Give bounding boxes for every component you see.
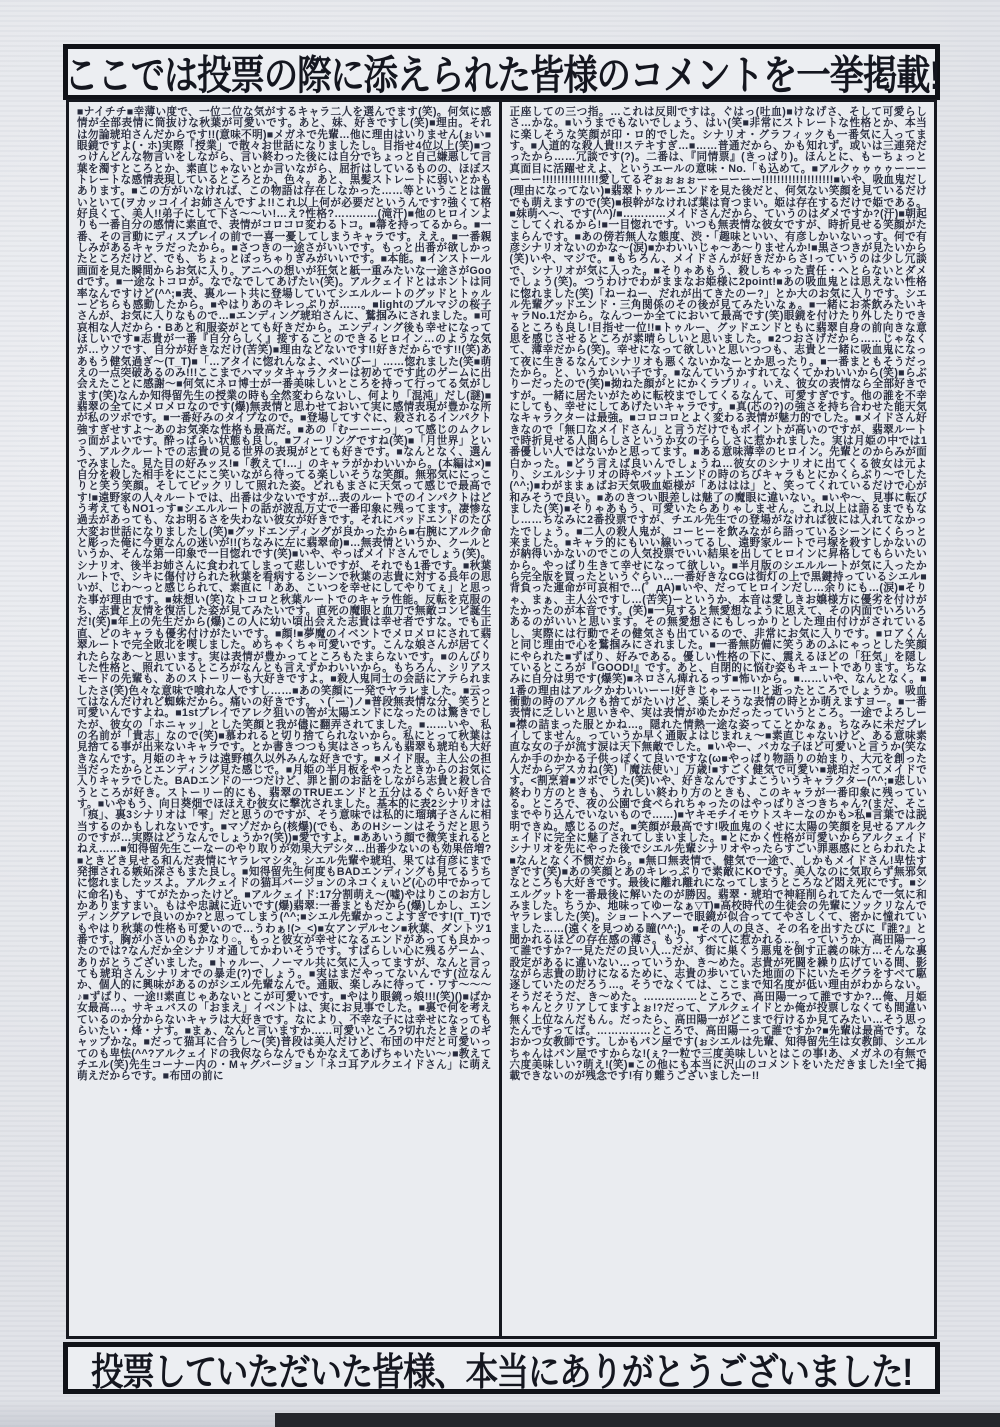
footer-banner — [63, 1342, 940, 1394]
header-banner — [63, 44, 940, 100]
scan-edge — [275, 1413, 1000, 1427]
comments-right-column: 正座しての三つ指。…これは反則ですは。ぐはっ(吐血)■けなげさ、そして可愛らしさ…かな。■いうまでもないでしょう、はい(笑■非常にストレートな性格とか、本当に楽しそうな笑顔が印・ロ的でした。シナリオ・グラフィックも一番気に入ってます。■人道的な殺人貴!!ステキすぎ…■……普通だから、かも知れず。或いは三連発だったから……冗談です(?)。二番は、『同情票』(きっぱり)。ほんとに、もーちょっと真面目に活躍せえよ、というエールの意味・No.「も込めて。■アルクゥゥゥゥーーーーーー!!!!!!!!!!!!!!!愛してるぞぉぉぉぉーーーーーー!!!!!!!!!!!!!!!!!!!■いや、吸血鬼だし(理由になってない)■翡翠トゥルーエンドを見た後だと、何気ない笑顔を見ているだけでも萌えますので(笑)■根幹がなければ葉は育つまい。姫は存在するだけで姫である。■妹萌へ〜、です(^^)/■…………メイドさんだから、ていうのはダメですか?(汗)■朝起こしてくれるから!■一目惚れです。いつも無表情な彼女ですが、時折見せる笑顔がたまらんです。■あの傍若無人な態度、渋・「趣味といい、有彦しかいないっす。何で有彦シナリオないのかな〜(涙)■かわいいじゃ〜あ〜りませんか!■黒さつきが見たいから(笑)いや、マジで。■もちろん、メイドさんが好きだからさ!っていうのは少し冗談で、シナリオが気に入った。■そりゃあもう、殺しちゃった責任・ヘとらないとダメでしょう(笑)。つうわけでわがままなお姫様に2point!■あの吸血鬼とは思えない性格に惚れました(笑)「ねーねー、だれが出てきたのー?」とか大のお気に入りです。シエル先輩グッドエンド・三角関係のその後が見てみたいなぁ。■一緒にお茶飲みたいキャラNo.1だから。なんつーか全てにおいて最高です(笑)眼鏡を付けたり外したりできるところも良し!目指せ一位!!■トゥルー、グッドエンドともに翡翠自身の前向きな意思を感じさせるところが素晴らしいと思いました。■2つおさげだから……じゃなくて、薄幸だから(笑)。幸せになって欲しいと思いつつも、志貴と一緒に吸血鬼になって夜に生きるなんてシナリオも悪くないかなーとか思ったり。■一番まともそうだったから。と、いうかいい子です。■なんていうかすれてなくてかわいいから(笑)■らぶりーだったので(笑)■拗ねた顔がとにかくラブリィ。いえ、彼女の表情なら全部好きですが。一緒に居たいがために転校までしてくるなんて、可愛すぎです。他の誰を不幸にしても、幸せにしてあげたいキャラです。■真(芯の?)の強さを持ち合わせた能天気なキャラクターは最強。■コロコロとよく変わる表情が魅力的でした。■メイドさん好きなので「無口なメイドさん」と言うだけでもポイントが高いのですが、翡翠ルートで時折見せる人間らしさというか女の子らしさに惹かれました。実は月姫の中では1番優しい人ではないかと思ってます。■ある意味薄幸のヒロイン。先輩とのからみが面白かった。■どう言えば良いんでしょうね…彼女のシナリオに出てくる彼女は元より、シエルシナリオの時やバットエンドの時のちびキャラもとにかくらぶり〜でした(^^;)■わがままぁばお天気吸血姫様が「あははは」と、笑ってくれているだけで心が和みそうで良い。■あのきつい眼差しは魅了の魔眼に違いない。■いや〜、見事に転びました(笑)■そりゃあもう、可愛いたらありゃしません。これ以上は語るまでもなし……ちなみに2番投票ですが、チエル先生での登場がなければ彼には入れてなかったでしょう。■二人の殺人鬼が、コーヒーを飲みながら語っているシーンにくらっと来ました。■キャラ的にもいい線いってるし、遠野家ルートで弓塚を殺すしかないのが納得いかないのでこの人気投票でいい結果を出してヒロインに昇格してもらいたいから。やっぱり生きて幸せになって欲しい。■半月版のシエルルートが気に入ったから完全版を買ったというぐらい…一番好きなCGは街灯の上で黒鍵持っているシエル■背負った運命が可哀相で…(゜дА)■いや、だってヒロインだし…余りにも…(涙)■そりゃ、まぁ、主人公ですし…(苦笑)ーというか、本音は愛しきお嬢様方に優劣を付けがたかったのが本音です。(笑)■一見すると無愛想なように思えて、その内面でいろいろあるのがいいと思います。その無愛想さにもしっかりとした理由付けがされているし、実際には行動でその健気さも出ているので、非常にお気に入りです。■ロアくんと同じ理由で心を鷲掴みにされました。■一番無防備に笑うあのふにゃっとした笑顔にやられた■ずばり、好みである。優しい性格の下に、震えるほどの「狂気」を隠しているところが『GOOD!』です。あと、自閉的に悩む姿もキュートであります。ちなみに自分は男です(爆笑)■ネロさん痺れるっす■怖いから。■……いや、なんとなく。■1番の理由はアルクかわいいーー!好きじゃーーー!!と逝ったところでしょうか。吸血衝動の時のアルクも捨てがたいけど、楽しそうな表情の時とか萌えますヨー。■一番表情に乏しいと思いきや、実は表情がゆたかだったっていうところ。一途でよろしー■襟の詰まった服とかね…。隠れた情熱一途な姿ってことかなぁ。ちなみに未だプレイしてません。っていうか早く通販よはじまれぇ〜■素直じゃないけど、ある意味素直な女の子が流す涙は天下無敵でした。■いやー、バカな子ほど可愛いと言うか(笑なんか手のかかる子供っぽくて良いですな(ω■やっぱり物語りの始まり、大元を創った人だからデスカね(笑)「魔法使い」万歳!■すごく健気で可愛い■琥珀だってメイドです。<割烹着■ツボでした(笑)いや、好きなんですよこういうキャラクター(^^;■悲しい終わり方のときも、うれしい終わり方のときも、このキャラが一番印象に残っている。ところで、夜の公園で食べられちゃったのはやっぱりさつきちゃん?(まだ、そこまでやり込んでいないもので……)■ヤキモチイモウトスキーなのかも>私■言葉では説明できぬ。感じるのだ。■笑顔が最高です!吸血鬼のくせに太陽の笑顔を見せるアルクェイドに完全に魅了されてしまいました。■とにかく性格が可愛いからアルクェイドシナリオを先にやった後でシエル先輩シナリオやったらすごい罪悪感にとらわれたよ■なんとなく不憫だから。■無口無表情で、健気で一途で、しかもメイドさん!卑怯すぎです(笑)■あの笑顔とあのキレっぷりで素敵にKOです。美人なのに気取らず無邪気なところも大好きです。最後に離れ離れになってしまうところなど悶え死にです。■シエルグットを一番最後に解いたのが勝因。翡翠・琥珀で神経削られてたんで一気に和みました。ちうか、地味ってゆーなぁ▽T)■高校時代の生徒会の先輩にソックリなんでヤラレました(笑)。ショートヘアーで眼鏡が似合っててやさしくて、密かに憧れていました……(遠くを見つめる瞳(^^;)。■その人の良さ、その名を出すたびに『誰?』と聞かれるほどの存在感の薄さ。もう、すべてに惹かれる…。っていうか、高田陽一って誰ですか?一見ただの良い人…だが、街に巣くう悪鬼を倒す正義の味方…そんな裏設定があるに違いない…っていうか、き〜めた。志貴が死闘を繰り広げている間、影ながら志貴の助けになるために、志貴の歩いていた地面の下にいたモグラをすべて駆逐していたのだろう…。そうでなくては、ここまで知名度が低い理由がわからない。そうだそうだ、き〜めた。……………ところで、高田陽一って誰ですか?…俺、月姫ちゃんとクリアしてますよぉ!?だって、アルクェイドとか俺が投票しなくても間違い無く上位なんだもん。だったら、高田陽一がどこまで行けるか見てみたい…そう思ったんですってば。……………ところで、高田陽一って誰ですか?■先輩は最高です。なおかつ女教師です。しかもパン屋です(ぉシエルは先輩、知得留先生は女教師、シエルちゃんはパン屋ですからな!(ぇ?一粒で三度美味しいとはこの事!あ、メガネの有無で六度美味しい?萌え!(笑)■この他にも本当に沢山のコメントをいただきました!全て掲載できないのが残念です!有り難うございましたー!! — [509, 106, 927, 1083]
comments-left-column: ■ナイチチ■幸薄い度で、一位二位な気がするキャラ二人を選んでます(笑)。何気に感情が全部表情に筒抜けな秋葉が可愛いです。あと、妹、好きですし(笑)■理由。それは勿論琥珀さんだからです!!(意味不明)■メガネで先輩…他に理由はいりません(ぉい■眼鏡ですよ(・ホ)実際「授業」で散々お世話になりましたし。目指せ4位以上(笑)■つっけんどんな物言いをしながら、言い終わった後には自分でちょっと自己嫌悪して言葉を濁すところとか、素直じゃないとか言いながら、屈折はしているものの、ほぼストレートな感情表現しているところとか、色々。あと、黒髪ストレートに弱いとかもあります。■この方がいなければ、この物語は存在しなかった……等ということは置いといて(ヲカッコイイお姉さんですよ!!これ以上何が必要だというんです?強くて格好良くて、美人!!弟子にして下さ〜〜い!…え?性格?…………(滝汗)■他のヒロインよりも一番自分の感情に素直で、表情がコロコロ変わるトコ。■箒を持ってるから。■一番、その言動にディスプレイの前で一喜一憂してしまうキャラです。ええ。■一番親しみがあるキャラだったから。■さつきの一途さがいいです。もっと出番が欲しかったところだけど、でも、ちょっとぼっちゃりぎみがいいです。■本能。■インストール画面を見た瞬間からお気に入り。アニへの想いが狂気と紙一重みたいな一途さがGoodです。■一途なトコロが。なでなでしてあげたい(笑)。アルクェイドとはホントは同率なんですけど(^^;■表、裏ルート共に登場していてシエルルートのグッドとトゥルーどちらも感動したから。■やはりあのキレっぷりが……。■lightのブルマジの桜子さんが、お気に入りなもので…■エンディング琥珀さんに、鷲掴みにされました。■可哀相な人だから・Bあと和服姿がとても好きだから。エンディング後も幸せになってほしいです■志貴が一番『自分らしく』接することのできるヒロイン…のような気が…ウソです、自分が好きなだけ(苦笑)■理由などないです!!好きだからです!!(笑)ああもう健気過ぎ〜(T_T)■「…アタイに惚れんなよ、べいびー」……惚れました(笑■萌えの一点突破あるのみ!!!ここまでハマッタキャラクターは初めてです此のゲームに出会えたことに感謝〜■何気にネロ博士が一番美味しいところを持って行ってる気がします(笑)なんか知得留先生の授業の時も全然変わらないし、何より「混沌」だし(謎)■翡翠の全てにメロメロなのです(爆)無表情と思わせておいて実に感情表現が豊かな所が私のツボです。■一番好みのタイプなので。■登場してすぐに、殺されるインパクト強すぎせすよ〜あのお気楽な性格も最高だ。■あの「むーーーっ」って感じのムクレっ面がよいです。酔っぱらい状態も良し。■フィーリングですね(笑)■「月世界」という、アルクルートでの志貴の見る世界の表現がとても好きです。■なんとなく、選んでみました。見た目の好みッス!■「教えて!…」のキャラがかわいいから。(本編は×)■自分を殺した相手をにこにこ笑いながら待ってる楽しいそうな笑顔。無邪気ににっこりと笑う笑顔。そしてビックリして照れた姿。どれもまさに天気って感じで最高です!■遠野家の人々ルートでは、出番は少ないですが…表のルートでのインパクトはどう考えてもNO1っす■シエルルートの話が波乱万丈で一番印象に残ってます。凄惨な過去があっても、なお明るさを失わない彼女が好きです。それにバッドエンドのたび大変お世話になりましたし(笑)■グッドエンディングが良かったから■右腕にアルク命と彫った俺に今更なんの迷いが!!(ちなみに左に翡翠命)■…無表情というか、クールというか、そんな第一印象で一目惚れです(笑)■いや、やっぱメイドさんでしょう(笑)。シナリオ、後半お姉さんに食われてしまって悲しいですが、それでも1番です。■秋葉ルートで、シキに傷付けられた秋葉を看病するシーンで秋葉の志貴に対する長年の思いが、じわ〜っと感じられて、素直に「ああ、こいつを幸せにしてやりてぇ」と思った事が理由です。■妹想い(笑)なトコロと秋葉ルートでのキャラ性能。反転を克服のち、志貴と友情を復活した姿が見てみたいです。直死の魔眼と血刀で無敵コンビ誕生だ!(笑)■年上の先生だから(爆)この人に幼い頃出会えた志貴は幸せ者ですな。でも正直、どのキャラも優劣付けがたいです。■顔!■夢魔のイベントでメロメロにされて翡翠ルートで完全敗北を喫しました。めちゃくちゃ可愛いです。こんな娘さんが居てくれたらなあ〜と思います。実は表情が豊かってところもたまらないです。■のんびりした性格と、照れているところがなんとも言えずかわいいから。もちろん、シリアスモードの先輩も、あのストーリーも大好きですよ。■殺人鬼同士の会話にアテられましたさ(笑)色々な意味で喰れな人ですし……■あの笑顔に一発でヤラレました。■云ってはなんだけれど蜘蛛だから。痛いの好きです。ヽ(´ー`)ノ■普段無表情な分、笑うと可愛いんですよね。■1stプレイでアレク狙いの筈が太陽エンドになったのは驚きでしたが、彼女の「ホニャッ」とした笑顔と我が儘に翻弄されてました。■……いや、私の名前が「貴志」なので(笑)■慕われると切り捨てられないから。私にとって秋葉は見捨てる事が出来ないキャラです。とか書きつつも実はさっちんも翡翠も琥珀も大好きなんです。月姫のキャラは遠野槙久以外みんな好きです。■メイド服。主人公の担当だったからとエンディング見た感じで。■月姫の半月板をやったときからのお気に入りキャラでした。BADエンドの一つだけど、罪と罰のお話をしながら志貴と殺し合うところが好き。ストーリー的にも、翡翠のTRUEエンドと五分はるぐらい好きです。■いやもう、向日葵畑でほほえむ彼女に撃沈されました。基本的に表2シナリオは「痕」、裏3シナリオは「雫」だと思うのですが、そう意味では私的に瑠璃子さんに相当するのかもしれないです。■マゾだから(核爆)(でも、あのHシーンはそうだと思うのですが…実際はどうなんでしょうか?(笑))■愛ですよ。■ああいう顔で微笑まれるとねえ……■知得留先生こーなーのやり取りが効果大デシタ…出番少ないのも効果倍増?■ときどき見せる和んだ表情にヤラレマシタ。シエル先輩や琥珀、果ては有彦にまで発揮される嫉妬深さもまた良し。■知得留先生何度もBADエンディングも見てるうちに惚れましたッスよ。アルクェイドの猫耳バージョンのネコくぇいど(心の中でかってに命名)も、すてがたかったけど。■アルクェイド:17分割萌え〜(嘘)やはりこのお方しかありますまい。もはや忠誠に近いです(爆)翡翠:一番まともだから(爆)しかし、エンディングアレで良いのか?と思ってしまう(^^;■シエル先輩かっこよすぎです!(T_T)でもやはり秋葉の性格も可愛いので…うわぁ!(>_<)■女アンデルセン■秋葉、ダントツ1番です。胸が小さいのもかなり○。もっと彼女が幸せになるエンドがあっても良かったのでは?なんだか全シナリオ通してかわいそうです。すばらしい心に残るゲーム、ありがとうございました。■トゥルー、ノーマル共に気に入ってますが、なんと言っても琥珀さんシナリオでの暴走(?)でしょう。■実はまだやってないんです(泣なんか、個人的に興味があるのがシエル先輩なんで。通販、楽しみに待って・ワす〜〜〜♪■ずばり、一途!!素直じゃあないとこが可愛いです。■やはり眼鏡っ娘!!!(笑)()■ばか女最高…。サキュバスの「おまえ」イベントは、実にお見事でした。■裏で何を考えているのか分からないキャラは大好きです。なにより、不幸な子には幸せになってもらいたい・烽・ナす。■まぁ、なんと言いますか……可愛いところ?切れたときとのギャップかな。■だって猫耳に合うし〜(笑)普段は美人だけど、布団の中だと可愛いってのも卑怯(^^?アルクェイドの我侭ならなんでもかなえてあげちゃいたい〜♪■教えてチエル(笑)先生コーナー内の・Mャグバージョン「ネコ耳アルクエイドさん」に萌え萌えだからです。■布団の前に — [69, 102, 502, 1336]
comments-panel — [66, 99, 937, 1339]
header-title: ここでは投票の際に添えられた皆様のコメントを一挙掲載! — [63, 51, 940, 98]
footer-title: 投票していただいた皆様、本当にありがとうございました! — [91, 1350, 912, 1394]
